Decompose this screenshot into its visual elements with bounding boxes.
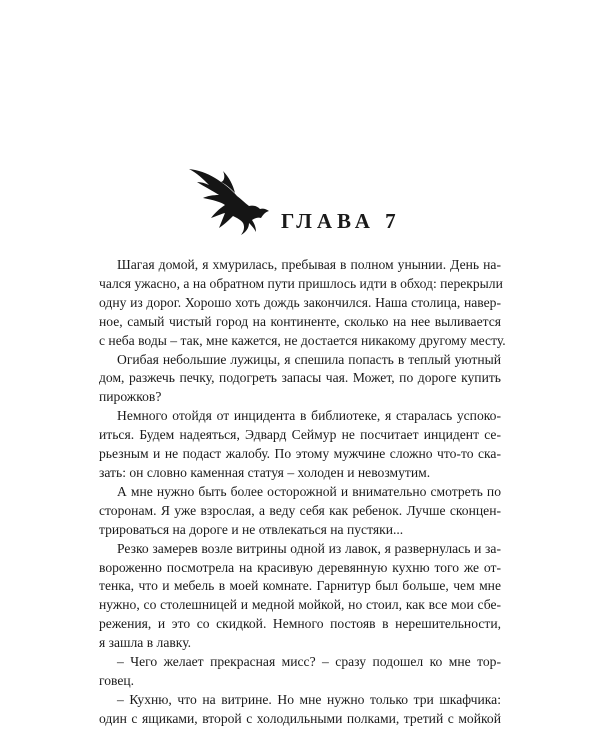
text-line: пирожков? [99, 389, 162, 405]
text-line: одну из дорог. Хорошо хоть дождь закончился. Наша столица, навер- [99, 294, 501, 310]
text-line: ное, самый чистый город на континенте, сколько на нее выливается [99, 313, 501, 329]
text-line: вороженно посмотрела на красивую деревянную кухню того же от- [99, 559, 501, 575]
text-line: иться. Будем надеяться, Эдвард Сеймур не посчитает инцидент се- [99, 427, 501, 443]
text-line: Немного отойдя от инцидента в библиотеке, я старалась успоко- [117, 408, 501, 424]
paragraph [99, 653, 501, 691]
paragraph [99, 483, 501, 540]
raven-icon [183, 165, 271, 237]
text-line: Шагая домой, я хмурилась, пребывая в полном унынии. День на- [117, 257, 501, 272]
text-line: говец. [99, 672, 135, 688]
text-line: я зашла в лавку. [99, 635, 192, 651]
chapter-header [183, 165, 401, 237]
text-line: Резко замерев возле витрины одной из лавок, я развернулась и за- [117, 540, 501, 556]
text-line: тенка, что и мебель в моей комнате. Гарнитур был больше, чем мне [99, 578, 501, 594]
text-line: чался ужасно, а на обратном пути пришлось идти в обход: перекрыли [99, 275, 503, 291]
text-line: с неба воды – так, мне кажется, не достается никакому другому месту. [99, 332, 506, 348]
text-line: нужно, со столешницей и медной мойкой, но стоил, как все мои сбе- [99, 597, 501, 613]
paragraph [99, 351, 501, 408]
text-line: трироваться на дороге и не отвлекаться на пустяки... [99, 521, 404, 537]
paragraph [99, 540, 501, 653]
text-line: – Чего желает прекрасная мисс? – сразу подошел ко мне тор- [117, 654, 501, 670]
text-line: дом, разжечь печку, подогреть запасы чая. Может, по дороге купить [99, 370, 501, 386]
paragraph [99, 691, 501, 729]
text-line: А мне нужно быть более осторожной и внимательно смотреть по [117, 483, 501, 499]
text-line: сторонам. Я уже взрослая, а веду себя как ребенок. Лучше сконцен- [99, 502, 501, 518]
paragraph [99, 256, 506, 351]
chapter-text [99, 256, 506, 729]
paragraph [99, 407, 501, 483]
text-line: зать: он словно каменная статуя – холоден и невозмутим. [99, 464, 431, 480]
text-line: режения, и это со скидкой. Немного постояв в нерешительности, [99, 616, 501, 632]
text-line: Огибая небольшие лужицы, я спешила попасть в теплый уютный [117, 351, 501, 367]
text-line: рьезным и не подаст жалобу. По этому мужчине сложно что-то ска- [99, 446, 501, 462]
text-line: один с ящиками, второй с холодильными полками, третий с мойкой [99, 710, 501, 726]
text-line: – Кухню, что на витрине. Но мне нужно только три шкафчика: [117, 691, 501, 707]
chapter-title: ГЛАВА 7 [281, 209, 401, 233]
